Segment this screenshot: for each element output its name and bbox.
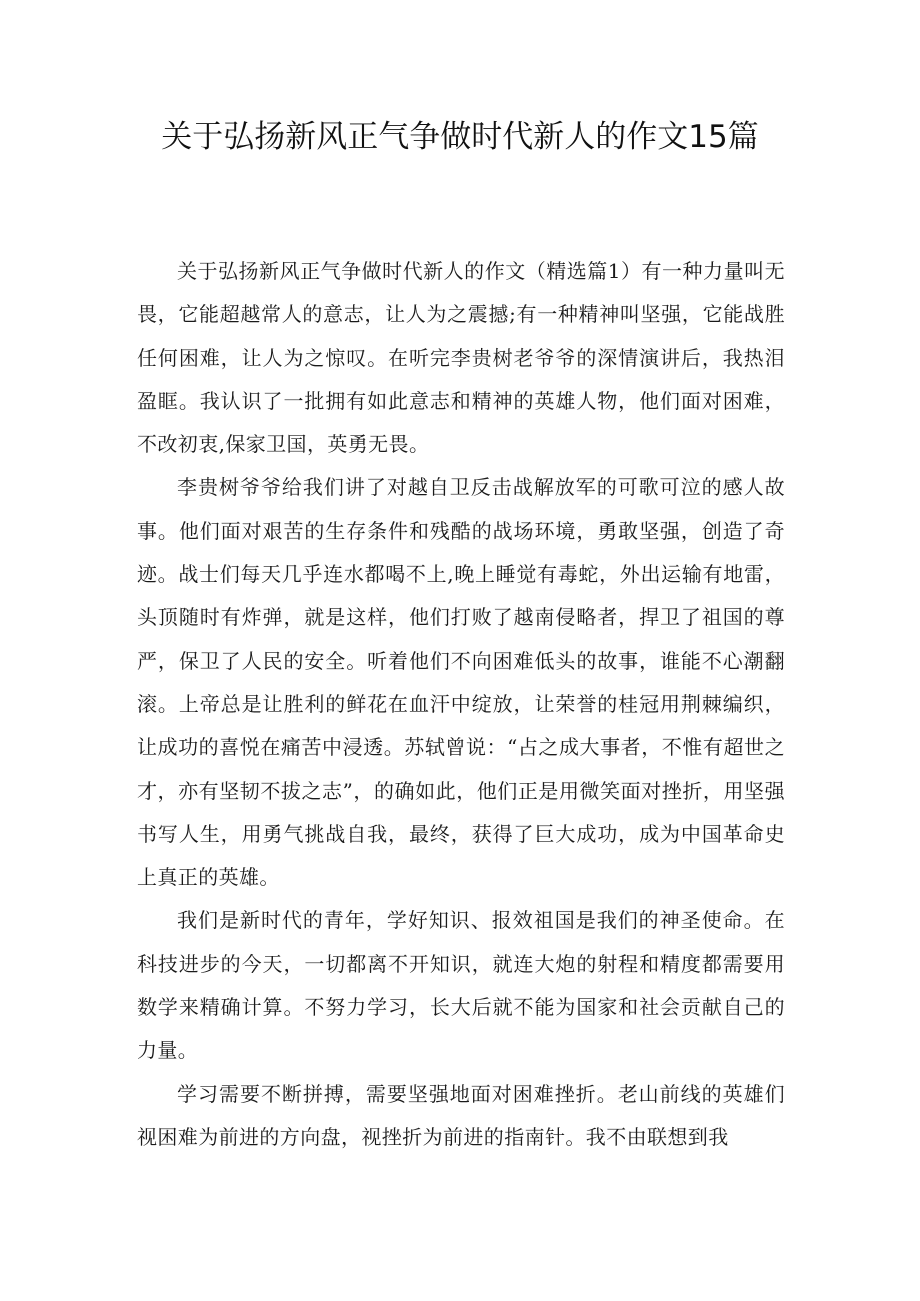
paragraph-4: 学习需要不断拼搏，需要坚强地面对困难挫折。老山前线的英雄们视困难为前进的方向盘，视挫折为前进的指南针。我不由联想到我 (137, 1081, 785, 1149)
paragraph-3: 我们是新时代的青年，学好知识、报效祖国是我们的神圣使命。在科技进步的今天，一切都离不开知识，就连大炮的射程和精度都需要用数学来精确计算。不努力学习，长大后就不能为国家和社会贡献自己的力量。 (137, 908, 785, 1063)
paragraph-1: 关于弘扬新风正气争做时代新人的作文（精选篇1）有一种力量叫无畏，它能超越常人的意志，让人为之震撼;有一种精神叫坚强，它能战胜任何困难，让人为之惊叹。在听完李贵树老爷爷的深情演讲后，我热泪盈眶。我认识了一批拥有如此意志和精神的英雄人物，他们面对困难，不改初衷,保家卫国，英勇无畏。 (137, 259, 785, 457)
document-title: 关于弘扬新风正气争做时代新人的作文15篇 (161, 119, 759, 155)
paragraph-2: 李贵树爷爷给我们讲了对越自卫反击战解放军的可歌可泣的感人故事。他们面对艰苦的生存条件和残酷的战场环境，勇敢坚强，创造了奇迹。战士们每天几乎连水都喝不上,晚上睡觉有毒蛇，外出运输有地雷，头顶随时有炸弹，就是这样，他们打败了越南侵略者，捍卫了祖国的尊严，保卫了人民的安全。听着他们不向困难低头的故事，谁能不心潮翻滚。上帝总是让胜利的鲜花在血汗中绽放，让荣誉的桂冠用荆棘编织，让成功的喜悦在痛苦中浸透。苏轼曾说：“占之成大事者，不惟有超世之才，亦有坚韧不拔之志”，的确如此，他们正是用微笑面对挫折，用坚强书写人生，用勇气挑战自我，最终，获得了巨大成功，成为中国革命史上真正的英雄。 (137, 475, 785, 890)
document-body (137, 250, 785, 1159)
